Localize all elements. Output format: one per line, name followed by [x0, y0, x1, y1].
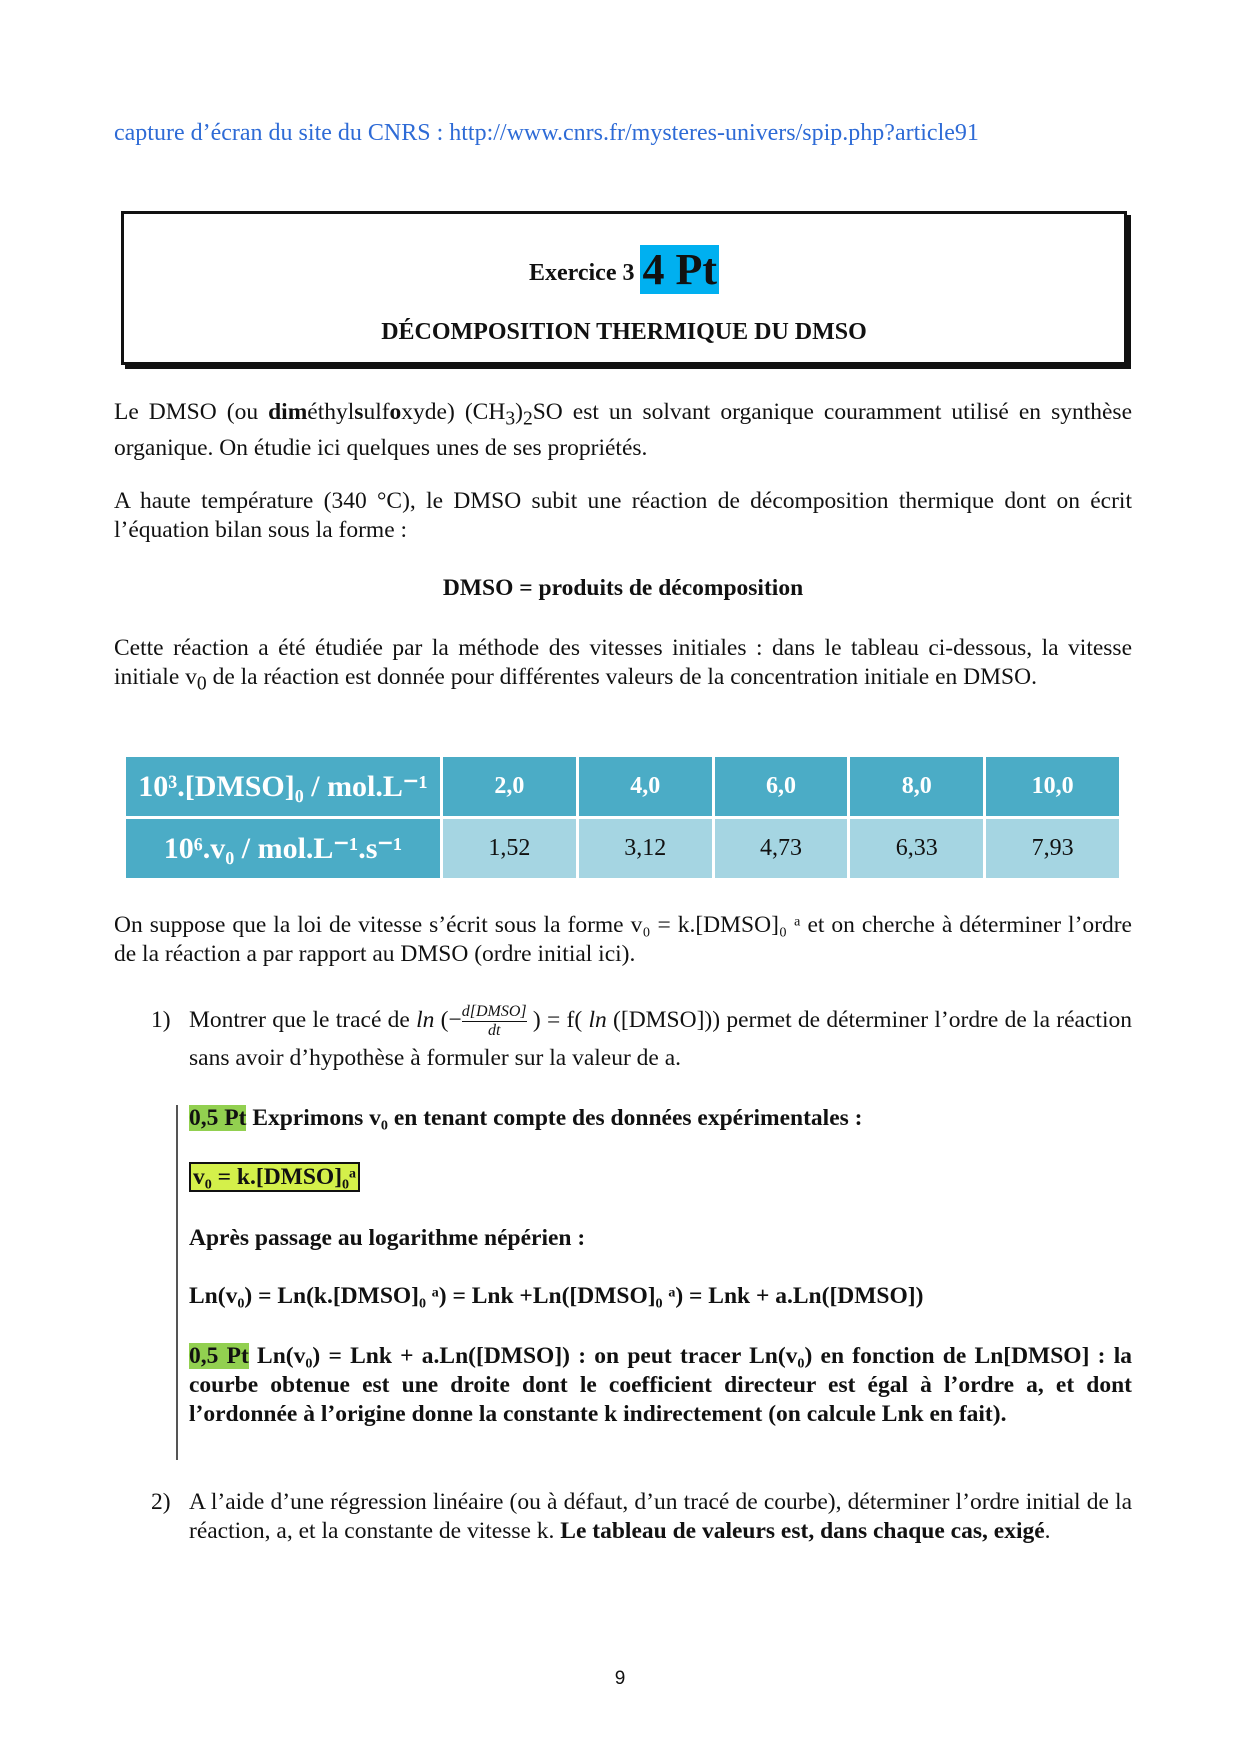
table-cell: 3,12 [579, 819, 712, 878]
table-cell: 7,93 [986, 819, 1119, 878]
rate-law-paragraph: On suppose que la loi de vitesse s’écrit sous la forme v₀ = k.[DMSO]₀ ᵃ et on cherche à déterminer l’ordre de la réaction a par rapport au DMSO (ordre initial ici). [114, 912, 1132, 967]
derivative-fraction: $\frac{\text{d[DMSO]}}{dt}$ [461, 1003, 527, 1040]
answer-line-4: 0,5 Pt Ln(v₀) = Lnk + a.Ln([DMSO]) : on peut tracer Ln(v₀) en fonction de Ln[DMSO] : la courbe obtenue est une droite dont le coefficient directeur est égal à l’ordre a, et dont l’ordonnée à l’origine donne la constante k indirectement (on calcule Lnk en fait). [189, 1343, 1133, 1427]
table-cell: 1,52 [443, 819, 576, 878]
table-cell: 10,0 [986, 757, 1119, 816]
question-2: 2) A l’aide d’une régression linéaire (ou à défaut, d’un tracé de courbe), déterminer l’ordre initial de la réaction, a, et la constante de vitesse k. Le tableau de valeurs est, dans chaque cas, exigé. [151, 1489, 1132, 1544]
points-badge: 0,5 Pt [189, 1343, 249, 1369]
answer-margin-bar [176, 1105, 178, 1460]
data-table [123, 754, 1122, 881]
points-badge: 4 Pt [642, 245, 718, 294]
table-cell: 6,33 [850, 819, 983, 878]
page-number: 9 [614, 1668, 626, 1689]
table-cell: 6,0 [715, 757, 848, 816]
temperature-paragraph: A haute température (340 °C), le DMSO subit une réaction de décomposition thermique dont on écrit l’équation bilan sous la forme : [114, 488, 1132, 543]
exercise-heading [124, 244, 1124, 295]
table-cell: 4,0 [579, 757, 712, 816]
answer-line-3: Ln(v₀) = Ln(k.[DMSO]₀ ᵃ) = Lnk +Ln([DMSO]₀ ᵃ) = Lnk + a.Ln([DMSO]) [189, 1283, 924, 1309]
source-link[interactable]: capture d’écran du site du CNRS : http://www.cnrs.fr/mysteres-univers/spip.php?article91 [114, 120, 979, 146]
question-1: 1) Montrer que le tracé de ln (− $\frac{\text{d[DMSO]}}{dt}$ ) = f( ln ([DMSO])) permet de déterminer l’ordre de la réaction sans avoir d’hypothèse à formuler sur la valeur de a. [151, 1003, 1132, 1072]
row-header-concentration: 10³.[DMSO]₀ / mol.L⁻¹ [126, 757, 440, 816]
answer-formula: v₀ = k.[DMSO]₀ᵃ [189, 1163, 1132, 1192]
answer-line-2: Après passage au logarithme népérien : [189, 1225, 586, 1251]
method-paragraph: Cette réaction a été étudiée par la méthode des vitesses initiales : dans le tableau ci-dessous, la vitesse initiale $v_0$ de la réaction est donnée pour différentes valeurs de la concentration initiale en DMSO. [114, 635, 1132, 695]
exercise-header-box [121, 211, 1127, 365]
answer-line-1: 0,5 Pt Exprimons v₀ en tenant compte des données expérimentales : [189, 1105, 863, 1131]
row-header-rate: 10⁶.v₀ / mol.L⁻¹.s⁻¹ [126, 819, 440, 878]
table-cell: 8,0 [850, 757, 983, 816]
table-cell: 4,73 [715, 819, 848, 878]
table-cell: 2,0 [443, 757, 576, 816]
exercise-title: DÉCOMPOSITION THERMIQUE DU DMSO [381, 319, 867, 345]
points-badge: 0,5 Pt [189, 1105, 247, 1131]
intro-paragraph: Le DMSO (ou diméthylsulfoxyde) $(CH_3)_2SO$ est un solvant organique couramment utilisé en synthèse organique. On étudie ici quelques unes de ses propriétés. [114, 399, 1132, 461]
table-row [126, 819, 1119, 878]
exercise-label: Exercice 3 [528, 260, 635, 286]
reaction-equation: DMSO = produits de décomposition [442, 575, 804, 601]
table-row [126, 757, 1119, 816]
